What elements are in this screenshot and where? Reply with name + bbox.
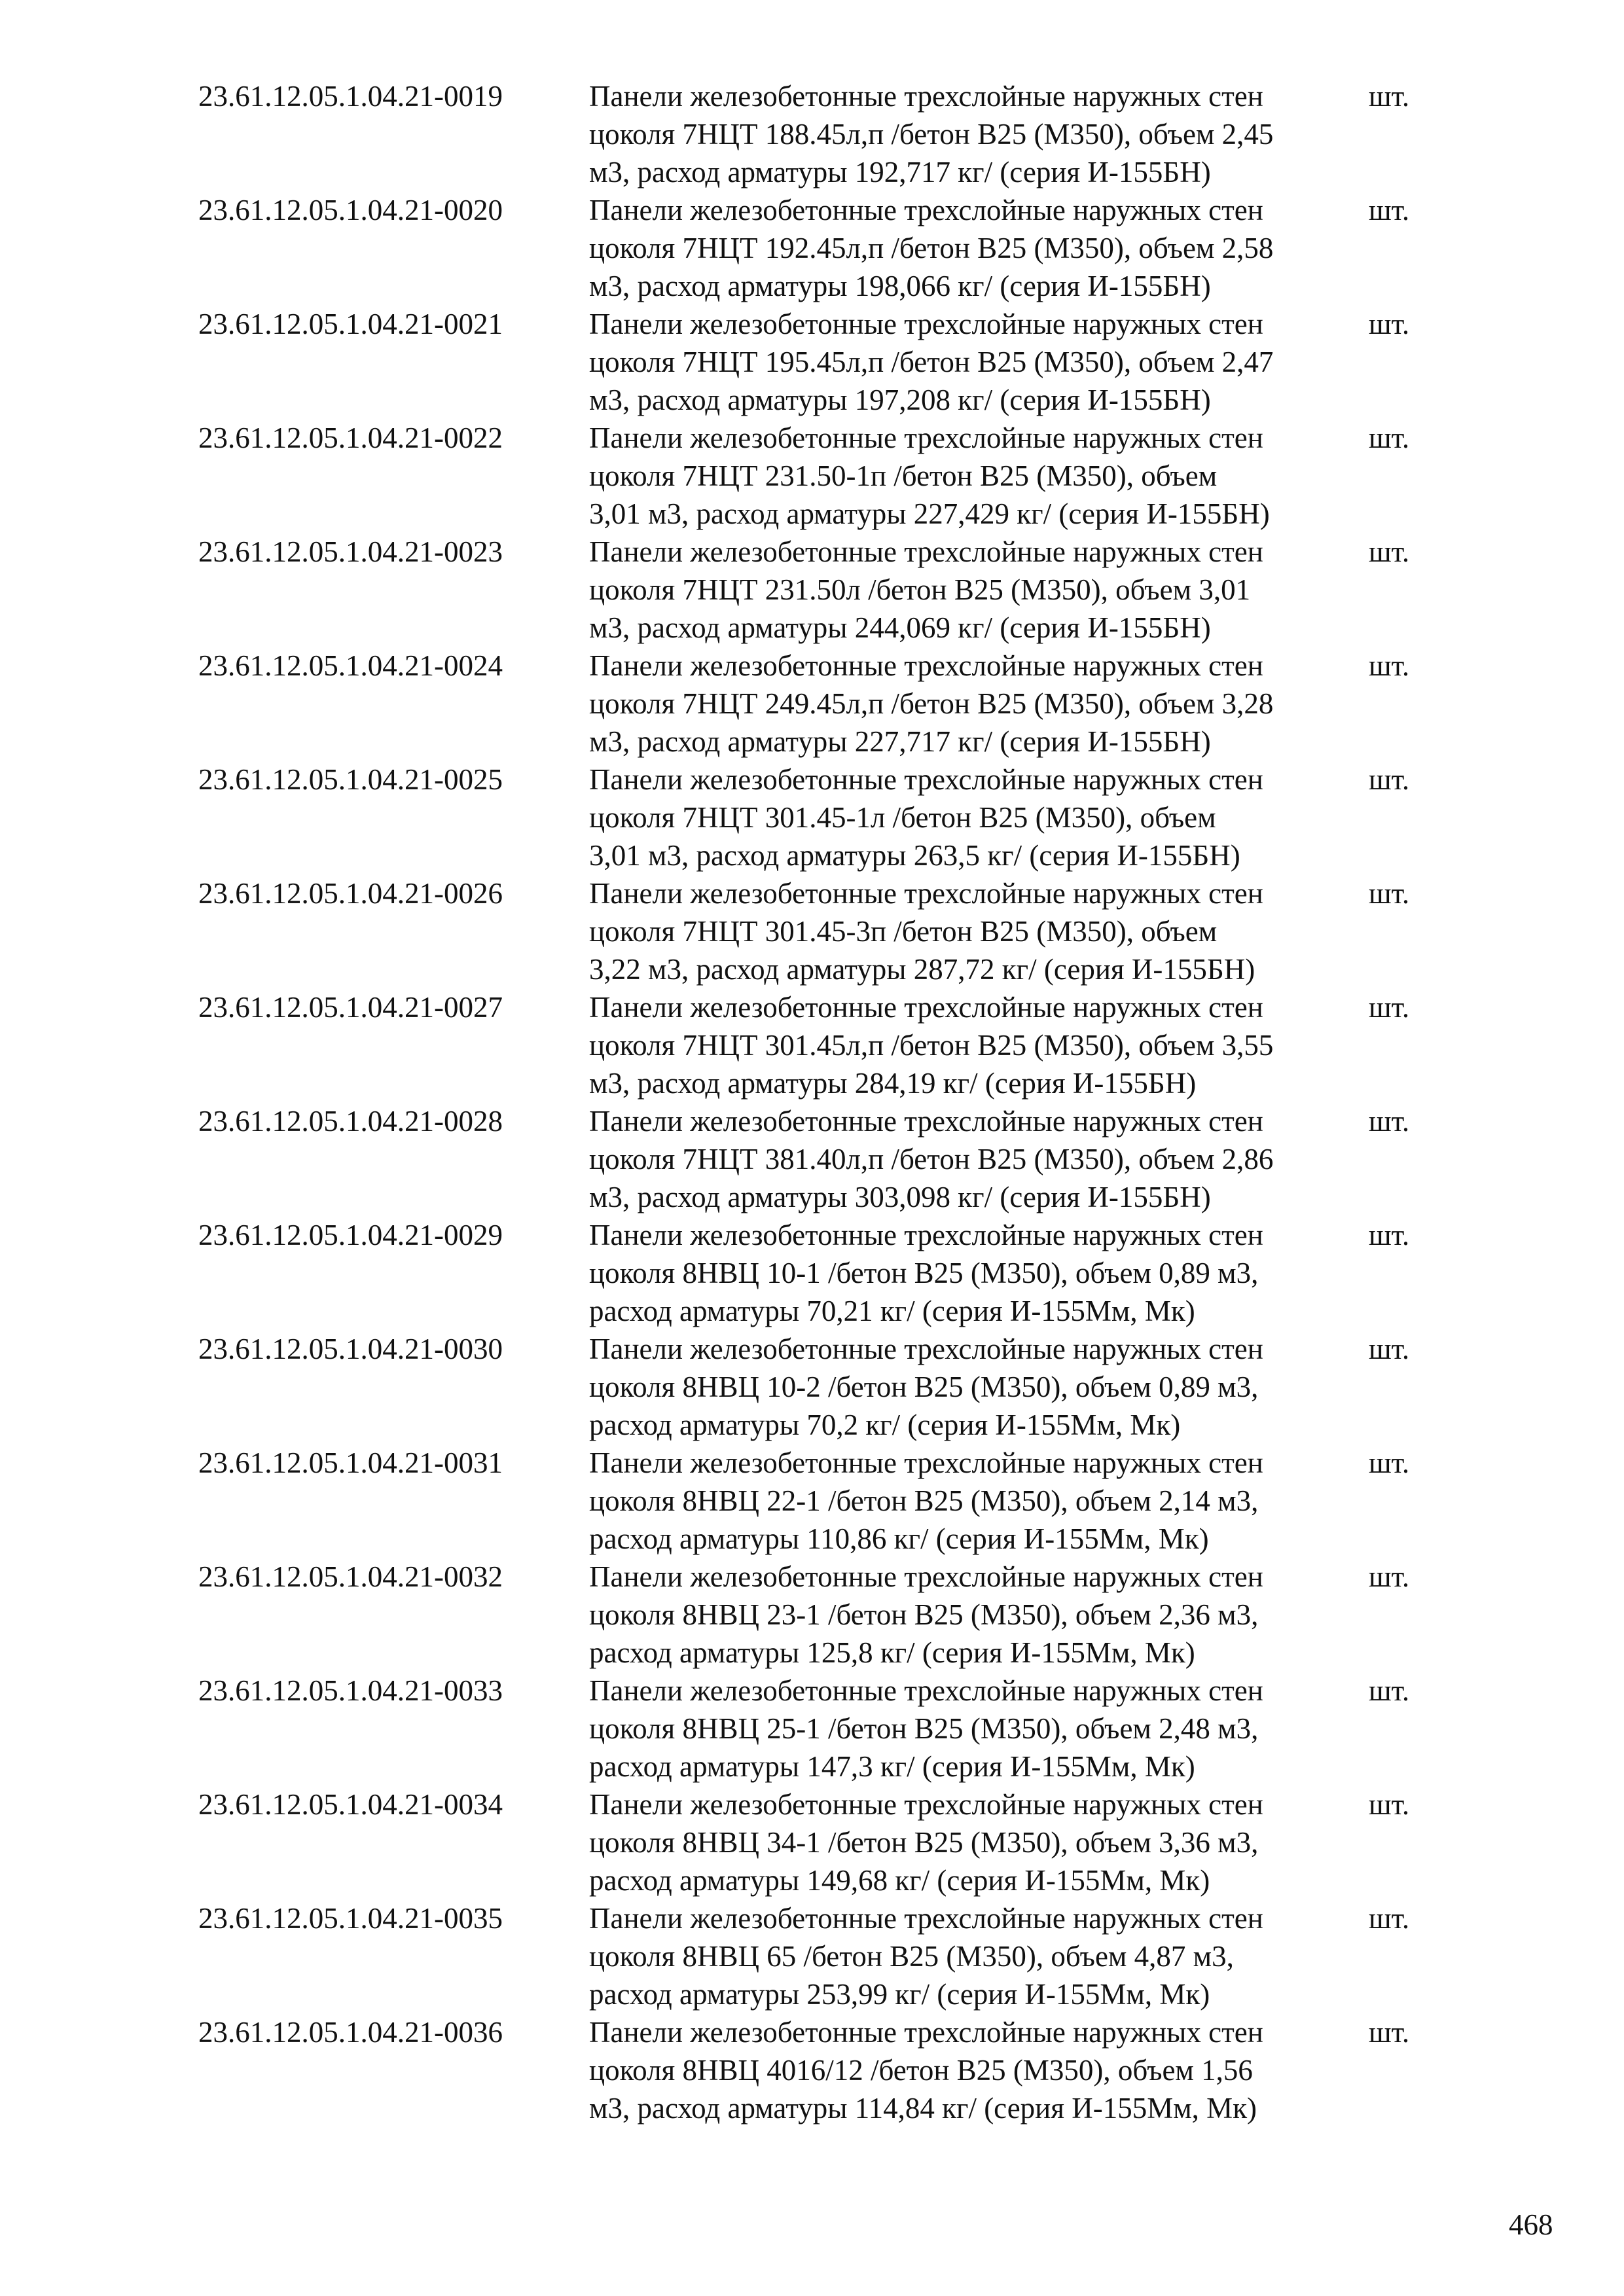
description-line: Панели железобетонные трехслойные наружных стен	[589, 1788, 1263, 1821]
table-row	[0, 533, 1624, 647]
resource-description	[589, 1899, 1368, 2013]
description-line: цоколя 8НВЦ 65 /бетон В25 (М350), объем 4,87 м3,	[589, 1940, 1234, 1973]
description-line: Панели железобетонные трехслойные наружных стен	[589, 422, 1263, 454]
description-line: Панели железобетонные трехслойные наружных стен	[589, 535, 1263, 568]
unit-of-measure: шт.	[1369, 308, 1410, 340]
resource-description	[589, 1102, 1368, 1216]
description-line: Панели железобетонные трехслойные наружных стен	[589, 1105, 1263, 1138]
resource-description	[589, 191, 1368, 305]
table-row	[0, 1558, 1624, 1672]
description-line: цоколя 7НЦТ 188.45л,п /бетон В25 (М350), объем 2,45	[589, 118, 1274, 151]
resource-description	[589, 2013, 1368, 2127]
description-line: цоколя 8НВЦ 23-1 /бетон В25 (М350), объем 2,36 м3,	[589, 1598, 1259, 1631]
unit-of-measure: шт.	[1369, 1219, 1410, 1251]
description-line: Панели железобетонные трехслойные наружных стен	[589, 763, 1263, 796]
resource-description	[589, 77, 1368, 191]
table-row	[0, 874, 1624, 988]
description-line: 3,22 м3, расход арматуры 287,72 кг/ (серия И-155БН)	[589, 953, 1255, 986]
table-row	[0, 1672, 1624, 1785]
description-line: Панели железобетонные трехслойные наружных стен	[589, 194, 1263, 226]
description-line: цоколя 7НЦТ 192.45л,п /бетон В25 (М350), объем 2,58	[589, 232, 1274, 264]
unit-of-measure: шт.	[1369, 1333, 1410, 1365]
page-number: 468	[1509, 2208, 1553, 2241]
description-line: Панели железобетонные трехслойные наружных стен	[589, 649, 1263, 682]
description-line: м3, расход арматуры 227,717 кг/ (серия И-155БН)	[589, 725, 1211, 758]
table-row	[0, 761, 1624, 874]
resource-code: 23.61.12.05.1.04.21-0024	[198, 649, 503, 682]
table-row	[0, 988, 1624, 1102]
description-line: цоколя 8НВЦ 4016/12 /бетон В25 (М350), объем 1,56	[589, 2054, 1253, 2087]
description-line: Панели железобетонные трехслойные наружных стен	[589, 1219, 1263, 1251]
resource-code: 23.61.12.05.1.04.21-0027	[198, 991, 503, 1024]
description-line: расход арматуры 70,21 кг/ (серия И-155Мм, Мк)	[589, 1295, 1195, 1327]
resource-code: 23.61.12.05.1.04.21-0019	[198, 80, 503, 113]
unit-of-measure: шт.	[1369, 1560, 1410, 1593]
table-row	[0, 419, 1624, 533]
description-line: цоколя 7НЦТ 231.50л /бетон В25 (М350), объем 3,01	[589, 573, 1251, 606]
unit-of-measure: шт.	[1369, 2016, 1410, 2049]
description-line: м3, расход арматуры 244,069 кг/ (серия И-155БН)	[589, 611, 1211, 644]
resource-description	[589, 419, 1368, 533]
description-line: м3, расход арматуры 198,066 кг/ (серия И-155БН)	[589, 270, 1211, 302]
table-row	[0, 2013, 1624, 2127]
resource-description	[589, 874, 1368, 988]
resource-code: 23.61.12.05.1.04.21-0021	[198, 308, 503, 340]
resource-code: 23.61.12.05.1.04.21-0031	[198, 1446, 503, 1479]
description-line: расход арматуры 110,86 кг/ (серия И-155Мм, Мк)	[589, 1522, 1209, 1555]
resource-code: 23.61.12.05.1.04.21-0025	[198, 763, 503, 796]
description-line: м3, расход арматуры 197,208 кг/ (серия И-155БН)	[589, 384, 1211, 416]
description-line: м3, расход арматуры 303,098 кг/ (серия И-155БН)	[589, 1181, 1211, 1213]
description-line: цоколя 8НВЦ 10-2 /бетон В25 (М350), объем 0,89 м3,	[589, 1371, 1259, 1403]
table-row	[0, 77, 1624, 191]
description-line: Панели железобетонные трехслойные наружных стен	[589, 80, 1263, 113]
table-row	[0, 1444, 1624, 1558]
resource-description	[589, 1444, 1368, 1558]
description-line: цоколя 7НЦТ 249.45л,п /бетон В25 (М350), объем 3,28	[589, 687, 1274, 720]
resource-code: 23.61.12.05.1.04.21-0034	[198, 1788, 503, 1821]
resource-description	[589, 1558, 1368, 1672]
table-row	[0, 305, 1624, 419]
description-line: цоколя 8НВЦ 22-1 /бетон В25 (М350), объем 2,14 м3,	[589, 1484, 1259, 1517]
resource-code: 23.61.12.05.1.04.21-0035	[198, 1902, 503, 1935]
resource-code: 23.61.12.05.1.04.21-0026	[198, 877, 503, 910]
unit-of-measure: шт.	[1369, 422, 1410, 454]
description-line: 3,01 м3, расход арматуры 227,429 кг/ (серия И-155БН)	[589, 497, 1270, 530]
resource-code: 23.61.12.05.1.04.21-0028	[198, 1105, 503, 1138]
description-line: цоколя 7НЦТ 231.50-1п /бетон В25 (М350), объем	[589, 459, 1218, 492]
description-line: м3, расход арматуры 114,84 кг/ (серия И-155Мм, Мк)	[589, 2092, 1257, 2125]
unit-of-measure: шт.	[1369, 80, 1410, 113]
description-line: цоколя 8НВЦ 25-1 /бетон В25 (М350), объем 2,48 м3,	[589, 1712, 1259, 1745]
resource-description	[589, 647, 1368, 761]
description-line: Панели железобетонные трехслойные наружных стен	[589, 1333, 1263, 1365]
table-row	[0, 1330, 1624, 1444]
unit-of-measure: шт.	[1369, 1105, 1410, 1138]
description-line: Панели железобетонные трехслойные наружных стен	[589, 1446, 1263, 1479]
table-row	[0, 191, 1624, 305]
resource-description	[589, 988, 1368, 1102]
description-line: Панели железобетонные трехслойные наружных стен	[589, 991, 1263, 1024]
resource-description	[589, 305, 1368, 419]
resource-description	[589, 1672, 1368, 1785]
table-row	[0, 1899, 1624, 2013]
resource-description	[589, 761, 1368, 874]
resource-code: 23.61.12.05.1.04.21-0036	[198, 2016, 503, 2049]
description-line: цоколя 7НЦТ 195.45л,п /бетон В25 (М350), объем 2,47	[589, 346, 1274, 378]
unit-of-measure: шт.	[1369, 1674, 1410, 1707]
resource-description	[589, 1330, 1368, 1444]
description-line: Панели железобетонные трехслойные наружных стен	[589, 1560, 1263, 1593]
resource-code: 23.61.12.05.1.04.21-0030	[198, 1333, 503, 1365]
description-line: Панели железобетонные трехслойные наружных стен	[589, 308, 1263, 340]
description-line: цоколя 7НЦТ 301.45-1л /бетон В25 (М350), объем	[589, 801, 1216, 834]
unit-of-measure: шт.	[1369, 1902, 1410, 1935]
description-line: м3, расход арматуры 284,19 кг/ (серия И-155БН)	[589, 1067, 1197, 1100]
unit-of-measure: шт.	[1369, 1446, 1410, 1479]
resource-code: 23.61.12.05.1.04.21-0029	[198, 1219, 503, 1251]
resource-description	[589, 533, 1368, 647]
table-row	[0, 1216, 1624, 1330]
unit-of-measure: шт.	[1369, 877, 1410, 910]
unit-of-measure: шт.	[1369, 1788, 1410, 1821]
unit-of-measure: шт.	[1369, 535, 1410, 568]
description-line: м3, расход арматуры 192,717 кг/ (серия И-155БН)	[589, 156, 1211, 188]
description-line: цоколя 8НВЦ 34-1 /бетон В25 (М350), объем 3,36 м3,	[589, 1826, 1259, 1859]
resource-code: 23.61.12.05.1.04.21-0032	[198, 1560, 503, 1593]
description-line: расход арматуры 70,2 кг/ (серия И-155Мм, Мк)	[589, 1408, 1181, 1441]
table-row	[0, 1785, 1624, 1899]
description-line: Панели железобетонные трехслойные наружных стен	[589, 1902, 1263, 1935]
resource-code: 23.61.12.05.1.04.21-0023	[198, 535, 503, 568]
unit-of-measure: шт.	[1369, 991, 1410, 1024]
description-line: 3,01 м3, расход арматуры 263,5 кг/ (серия И-155БН)	[589, 839, 1240, 872]
table-row	[0, 647, 1624, 761]
resource-description	[589, 1785, 1368, 1899]
description-line: расход арматуры 253,99 кг/ (серия И-155Мм, Мк)	[589, 1978, 1210, 2011]
description-line: Панели железобетонные трехслойные наружных стен	[589, 1674, 1263, 1707]
resource-code: 23.61.12.05.1.04.21-0022	[198, 422, 503, 454]
unit-of-measure: шт.	[1369, 649, 1410, 682]
description-line: расход арматуры 149,68 кг/ (серия И-155Мм, Мк)	[589, 1864, 1210, 1897]
table-row	[0, 1102, 1624, 1216]
description-line: расход арматуры 147,3 кг/ (серия И-155Мм, Мк)	[589, 1750, 1195, 1783]
description-line: Панели железобетонные трехслойные наружных стен	[589, 877, 1263, 910]
resource-code: 23.61.12.05.1.04.21-0020	[198, 194, 503, 226]
description-line: цоколя 7НЦТ 301.45-3п /бетон В25 (М350), объем	[589, 915, 1218, 948]
description-line: цоколя 7НЦТ 301.45л,п /бетон В25 (М350), объем 3,55	[589, 1029, 1274, 1062]
description-line: расход арматуры 125,8 кг/ (серия И-155Мм, Мк)	[589, 1636, 1195, 1669]
resource-description	[589, 1216, 1368, 1330]
unit-of-measure: шт.	[1369, 194, 1410, 226]
description-line: цоколя 8НВЦ 10-1 /бетон В25 (М350), объем 0,89 м3,	[589, 1257, 1259, 1289]
unit-of-measure: шт.	[1369, 763, 1410, 796]
description-line: Панели железобетонные трехслойные наружных стен	[589, 2016, 1263, 2049]
resource-code: 23.61.12.05.1.04.21-0033	[198, 1674, 503, 1707]
description-line: цоколя 7НЦТ 381.40л,п /бетон В25 (М350), объем 2,86	[589, 1143, 1274, 1175]
